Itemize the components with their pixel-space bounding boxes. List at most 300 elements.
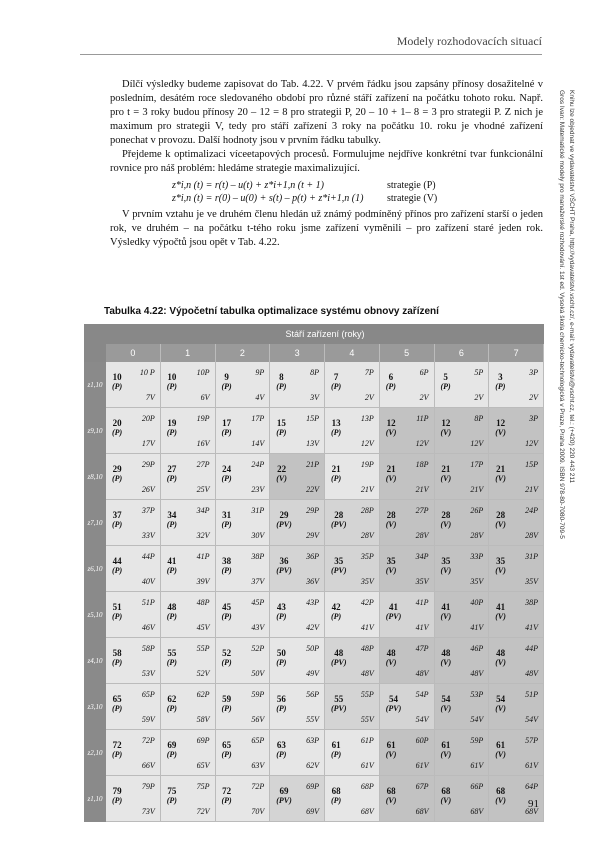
cell-strategy: (PV) (276, 566, 292, 575)
cell-value: 15 (276, 418, 286, 428)
cell-strategy: (P) (276, 750, 287, 759)
cell-value: 55 (167, 648, 177, 658)
paragraph-1: Dílčí výsledky budeme zapisovat do Tab. 4.22. V prvém řádku jsou zapsány přínosy dosažitelné v posledním, desátém roce sledovaného období pro různé stáří zařízení na počátku tohoto roku. Např. pro t = 3 roky budou přínosy 20 – 12 = 8 pro strategii P, 20 – 10 + 1– 8 = 3 pro strategii P. Z nich je maximum pro strategii V, tedy pro stáří zařízení 3 roky na počátku 10. roku je vhodné zařízení ponechat v provozu. Další hodnoty jsou v prvním řádku tabulky. (110, 79, 543, 146)
cell-v-value: 17V (141, 439, 155, 448)
cell-optimum (276, 648, 286, 668)
cell-optimum (167, 556, 177, 576)
citation-line-1: Gros Ivan: Matematické modely pro manažerské rozhodování. 1st ed. Vysoká škola chemicko-technologická v Praze, Praha 2009. ISBN 978-80-7080-709-5 (558, 90, 565, 539)
cell-optimum (386, 510, 397, 530)
row-label: z2,10 (84, 730, 106, 776)
cell-p-value: 69P (306, 782, 319, 791)
cell-value: 41 (496, 602, 506, 612)
body-text (110, 78, 543, 250)
cell-v-value: 33V (141, 531, 155, 540)
table-cell (489, 638, 544, 684)
cell-v-value: 68V (525, 807, 538, 816)
cell-optimum (167, 602, 177, 622)
cell-value: 63 (276, 740, 286, 750)
cell-p-value: 63P (306, 736, 319, 745)
table-cell (435, 592, 490, 638)
cell-optimum (167, 464, 177, 484)
cell-p-value: 79P (141, 782, 155, 791)
cell-strategy: (V) (495, 796, 506, 805)
cell-v-value: 69V (306, 807, 319, 816)
table-cell (435, 500, 490, 546)
cell-optimum (112, 372, 122, 392)
table-cell (380, 776, 435, 822)
cell-optimum (441, 464, 452, 484)
table-cell (216, 362, 271, 408)
cell-value: 68 (496, 786, 506, 796)
cell-optimum (386, 556, 397, 576)
cell-optimum (441, 418, 452, 438)
cell-optimum (222, 372, 232, 392)
cell-strategy: (V) (495, 658, 506, 667)
cell-v-value: 41V (360, 623, 374, 632)
cell-v-value: 68V (415, 807, 429, 816)
cell-strategy: (P) (331, 382, 342, 391)
cell-v-value: 28V (415, 531, 429, 540)
cell-v-value: 22V (306, 485, 319, 494)
cell-strategy: (V) (385, 796, 397, 805)
table-cell (380, 500, 435, 546)
cell-optimum (495, 694, 506, 714)
table-cell (216, 546, 271, 592)
cell-optimum (441, 556, 452, 576)
cell-strategy: (PV) (385, 704, 402, 713)
cell-optimum (331, 694, 347, 714)
cell-p-value: 56P (306, 690, 319, 699)
cell-p-value: 51P (525, 690, 538, 699)
table-cell (270, 500, 325, 546)
cell-strategy: (P) (276, 658, 287, 667)
cell-v-value: 2V (474, 393, 484, 402)
cell-value: 61 (331, 740, 341, 750)
table-header: Stáří zařízení (roky) (106, 324, 544, 344)
column-header: 5 (380, 344, 435, 362)
table-cell (435, 684, 490, 730)
cell-strategy: (P) (495, 382, 506, 391)
cell-v-value: 53V (141, 669, 155, 678)
cell-value: 65 (112, 694, 122, 704)
cell-optimum (441, 510, 452, 530)
cell-v-value: 49V (306, 669, 319, 678)
running-header: Modely rozhodovacích situací (396, 34, 542, 48)
row-label: z8,10 (84, 454, 106, 500)
citation-line-2: Knihu lze objednat ve vydavatelství VŠCHT Praha, http://vydavatelstvi.vscht.cz/, e-mail: vydavatelstvi@vscht.cz, tel.: (+420) 220 443 211 (568, 90, 575, 484)
cell-v-value: 21V (415, 485, 429, 494)
cell-v-value: 46V (141, 623, 155, 632)
cell-value: 35 (386, 556, 396, 566)
cell-v-value: 2V (419, 393, 429, 402)
cell-value: 41 (389, 602, 399, 612)
cell-strategy: (P) (112, 796, 123, 805)
cell-value: 58 (112, 648, 122, 658)
cell-optimum (112, 464, 122, 484)
cell-p-value: 10 P (139, 368, 155, 377)
cell-value: 69 (279, 786, 289, 796)
cell-optimum (386, 602, 402, 622)
cell-v-value: 12V (360, 439, 374, 448)
cell-optimum (495, 740, 506, 760)
cell-optimum (386, 418, 397, 438)
column-header: 7 (489, 344, 544, 362)
cell-strategy: (P) (112, 428, 123, 437)
table-cell (489, 362, 544, 408)
cell-p-value: 66P (470, 782, 484, 791)
cell-value: 28 (496, 510, 506, 520)
table-cell (216, 638, 271, 684)
table-cell (489, 408, 544, 454)
cell-optimum (112, 602, 122, 622)
table-cell (489, 454, 544, 500)
table-cell (489, 684, 544, 730)
cell-value: 9 (224, 372, 229, 382)
cell-value: 35 (334, 556, 344, 566)
cell-v-value: 61V (525, 761, 538, 770)
table-cell (216, 500, 271, 546)
cell-p-value: 48P (360, 644, 374, 653)
cell-optimum (276, 602, 286, 622)
cell-strategy: (V) (440, 520, 452, 529)
cell-value: 61 (441, 740, 451, 750)
table-cell (325, 546, 380, 592)
cell-strategy: (P) (276, 704, 287, 713)
table-corner (84, 324, 106, 362)
cell-optimum (441, 740, 452, 760)
cell-p-value: 52P (251, 644, 265, 653)
cell-optimum (331, 648, 347, 668)
cell-optimum (112, 418, 122, 438)
cell-value: 61 (496, 740, 506, 750)
row-label: z5,10 (84, 592, 106, 638)
cell-v-value: 12V (470, 439, 484, 448)
paragraph-3: V prvním vztahu je ve druhém členu hledán už známý podmíněný přínos pro zařízení starší o jeden rok, ve druhém – na počátku t-tého roku jsme zařízení vyměnili – pro zařízení staré jeden rok. Výsledky výpočtů jsou opět v Tab. 4.22. (110, 209, 543, 248)
cell-p-value: 44P (525, 644, 538, 653)
table-cell (106, 730, 161, 776)
cell-optimum (495, 418, 506, 438)
cell-value: 45 (222, 602, 232, 612)
cell-strategy: (P) (221, 704, 232, 713)
cell-value: 79 (112, 786, 122, 796)
cell-p-value: 38P (525, 598, 538, 607)
table-cell (161, 362, 216, 408)
cell-optimum (276, 556, 292, 576)
cell-v-value: 16V (196, 439, 210, 448)
cell-p-value: 7P (364, 368, 374, 377)
table-cell (106, 684, 161, 730)
cell-strategy: (V) (385, 566, 397, 575)
row-label: z9,10 (84, 408, 106, 454)
side-citation (558, 90, 588, 610)
column-header: 3 (270, 344, 325, 362)
cell-p-value: 28P (360, 506, 374, 515)
cell-value: 21 (496, 464, 506, 474)
table-cell (380, 454, 435, 500)
cell-optimum (167, 372, 177, 392)
cell-optimum (441, 372, 451, 392)
cell-p-value: 44P (141, 552, 155, 561)
table-cell (270, 454, 325, 500)
cell-p-value: 37P (141, 506, 155, 515)
cell-p-value: 13P (360, 414, 374, 423)
cell-optimum (386, 372, 396, 392)
formula-1: z*i,n (t) = r(t) – u(t) + z*i+1,n (t + 1) (172, 180, 324, 191)
cell-p-value: 3P (529, 368, 538, 377)
row-label: z4,10 (84, 638, 106, 684)
cell-v-value: 7V (145, 393, 155, 402)
column-header: 2 (216, 344, 271, 362)
cell-value: 68 (386, 786, 396, 796)
cell-value: 56 (276, 694, 286, 704)
cell-v-value: 48V (415, 669, 429, 678)
cell-strategy: (PV) (276, 796, 292, 805)
cell-p-value: 33P (470, 552, 484, 561)
cell-v-value: 48V (470, 669, 484, 678)
cell-p-value: 15P (306, 414, 319, 423)
cell-optimum (386, 740, 397, 760)
cell-optimum (331, 602, 341, 622)
cell-optimum (112, 786, 122, 806)
cell-strategy: (P) (166, 658, 177, 667)
cell-strategy: (PV) (331, 658, 347, 667)
cell-p-value: 11P (416, 414, 429, 423)
cell-value: 34 (167, 510, 177, 520)
cell-strategy: (V) (440, 428, 452, 437)
table-cell (435, 638, 490, 684)
cell-p-value: 64P (525, 782, 538, 791)
cell-optimum (276, 372, 286, 392)
cell-strategy: (P) (221, 474, 232, 483)
cell-v-value: 42V (306, 623, 319, 632)
cell-value: 5 (443, 372, 448, 382)
cell-v-value: 48V (525, 669, 538, 678)
row-label: z1,10 (84, 776, 106, 822)
cell-strategy: (V) (495, 520, 506, 529)
cell-v-value: 41V (470, 623, 484, 632)
table-cell (380, 408, 435, 454)
cell-p-value: 67P (415, 782, 429, 791)
cell-value: 20 (112, 418, 122, 428)
cell-optimum (331, 786, 341, 806)
cell-value: 69 (167, 740, 177, 750)
column-header: 6 (435, 344, 490, 362)
cell-strategy: (V) (440, 474, 452, 483)
cell-v-value: 54V (415, 715, 429, 724)
cell-p-value: 72P (141, 736, 155, 745)
cell-optimum (495, 602, 506, 622)
cell-strategy: (V) (385, 658, 397, 667)
cell-strategy: (P) (112, 520, 123, 529)
cell-optimum (222, 786, 232, 806)
cell-strategy: (P) (221, 566, 232, 575)
cell-value: 13 (331, 418, 341, 428)
optimization-table (84, 324, 544, 822)
cell-optimum (167, 418, 177, 438)
table-cell (216, 730, 271, 776)
cell-value: 54 (389, 694, 399, 704)
cell-v-value: 61V (470, 761, 484, 770)
cell-v-value: 6V (200, 393, 210, 402)
cell-strategy: (P) (331, 796, 342, 805)
cell-value: 44 (112, 556, 122, 566)
cell-p-value: 36P (306, 552, 319, 561)
cell-p-value: 42P (360, 598, 374, 607)
cell-optimum (441, 602, 452, 622)
cell-strategy: (P) (166, 704, 177, 713)
cell-strategy: (P) (166, 428, 177, 437)
cell-value: 21 (441, 464, 451, 474)
cell-value: 19 (167, 418, 177, 428)
cell-strategy: (P) (221, 428, 232, 437)
cell-p-value: 9P (255, 368, 265, 377)
cell-v-value: 40V (141, 577, 155, 586)
cell-p-value: 50P (306, 644, 319, 653)
cell-strategy: (PV) (385, 612, 402, 621)
cell-v-value: 66V (141, 761, 155, 770)
cell-p-value: 41P (415, 598, 429, 607)
table-cell (325, 362, 380, 408)
table-cell (325, 500, 380, 546)
cell-p-value: 54P (415, 690, 429, 699)
cell-optimum (495, 786, 506, 806)
header-rule (80, 54, 542, 55)
table-cell (435, 362, 490, 408)
cell-optimum (495, 372, 505, 392)
cell-strategy: (V) (440, 612, 452, 621)
cell-strategy: (P) (112, 704, 123, 713)
table-cell (270, 592, 325, 638)
cell-strategy: (V) (440, 704, 452, 713)
cell-value: 52 (222, 648, 232, 658)
table-cell (216, 592, 271, 638)
cell-p-value: 19P (196, 414, 210, 423)
cell-optimum (222, 740, 232, 760)
table-cell (380, 638, 435, 684)
cell-optimum (386, 694, 402, 714)
cell-strategy: (P) (112, 750, 123, 759)
cell-value: 12 (386, 418, 396, 428)
table-cell (325, 730, 380, 776)
cell-strategy: (V) (385, 474, 397, 483)
cell-p-value: 24P (525, 506, 538, 515)
row-label: z1,10 (84, 362, 106, 408)
table-cell (270, 684, 325, 730)
cell-p-value: 27P (196, 460, 210, 469)
table-caption: Tabulka 4.22: Výpočetní tabulka optimalizace systému obnovy zařízení (104, 306, 439, 317)
cell-optimum (167, 648, 177, 668)
cell-p-value: 60P (415, 736, 429, 745)
cell-v-value: 55V (360, 715, 374, 724)
cell-value: 17 (222, 418, 232, 428)
cell-value: 6 (388, 372, 394, 382)
table-cell (325, 684, 380, 730)
table-cell (161, 408, 216, 454)
cell-p-value: 15P (525, 460, 538, 469)
cell-p-value: 58P (141, 644, 155, 653)
cell-p-value: 46P (470, 644, 484, 653)
cell-v-value: 70V (251, 807, 265, 816)
cell-value: 62 (167, 694, 177, 704)
cell-p-value: 55P (196, 644, 210, 653)
cell-value: 55 (334, 694, 344, 704)
cell-value: 42 (331, 602, 341, 612)
cell-optimum (112, 740, 122, 760)
table-cell (270, 638, 325, 684)
cell-v-value: 61V (415, 761, 429, 770)
cell-value: 24 (222, 464, 232, 474)
table-cell (106, 500, 161, 546)
table-cell (270, 776, 325, 822)
cell-v-value: 52V (196, 669, 210, 678)
page-number: 91 (528, 798, 539, 810)
cell-optimum (386, 648, 397, 668)
table-cell (489, 592, 544, 638)
cell-value: 35 (441, 556, 451, 566)
cell-p-value: 18P (415, 460, 429, 469)
formula-2-label: strategie (V) (387, 193, 438, 204)
cell-strategy: (P) (221, 796, 232, 805)
cell-p-value: 55P (360, 690, 374, 699)
table-cell (325, 592, 380, 638)
cell-v-value: 12V (415, 439, 429, 448)
cell-value: 37 (112, 510, 122, 520)
cell-value: 22 (277, 464, 287, 474)
cell-p-value: 26P (470, 506, 484, 515)
cell-optimum (222, 602, 232, 622)
cell-optimum (495, 510, 506, 530)
cell-value: 61 (386, 740, 396, 750)
cell-strategy: (P) (166, 382, 177, 391)
cell-p-value: 31P (251, 506, 265, 515)
cell-p-value: 34P (196, 506, 210, 515)
cell-optimum (112, 694, 122, 714)
cell-strategy: (P) (166, 796, 177, 805)
table-cell (216, 454, 271, 500)
table-cell (106, 546, 161, 592)
cell-strategy: (P) (385, 382, 396, 391)
table-cell (106, 592, 161, 638)
cell-strategy: (P) (166, 474, 177, 483)
cell-p-value: 40P (470, 598, 484, 607)
cell-value: 28 (334, 510, 344, 520)
row-label: z7,10 (84, 500, 106, 546)
cell-strategy: (V) (385, 520, 397, 529)
cell-optimum (222, 464, 232, 484)
table-cell (435, 776, 490, 822)
cell-p-value: 6P (419, 368, 429, 377)
cell-v-value: 23V (251, 485, 265, 494)
cell-value: 59 (222, 694, 232, 704)
cell-v-value: 21V (470, 485, 484, 494)
cell-p-value: 59P (251, 690, 265, 699)
cell-strategy: (PV) (331, 566, 347, 575)
cell-v-value: 62V (306, 761, 319, 770)
cell-optimum (276, 786, 292, 806)
cell-optimum (331, 556, 347, 576)
cell-optimum (222, 510, 232, 530)
cell-optimum (276, 694, 286, 714)
cell-strategy: (P) (112, 612, 123, 621)
cell-strategy: (P) (221, 520, 232, 529)
cell-value: 8 (279, 372, 284, 382)
table-cell (106, 454, 161, 500)
cell-value: 28 (441, 510, 451, 520)
cell-v-value: 41V (525, 623, 538, 632)
table-cell (435, 454, 490, 500)
cell-value: 29 (279, 510, 289, 520)
cell-p-value: 75P (196, 782, 210, 791)
